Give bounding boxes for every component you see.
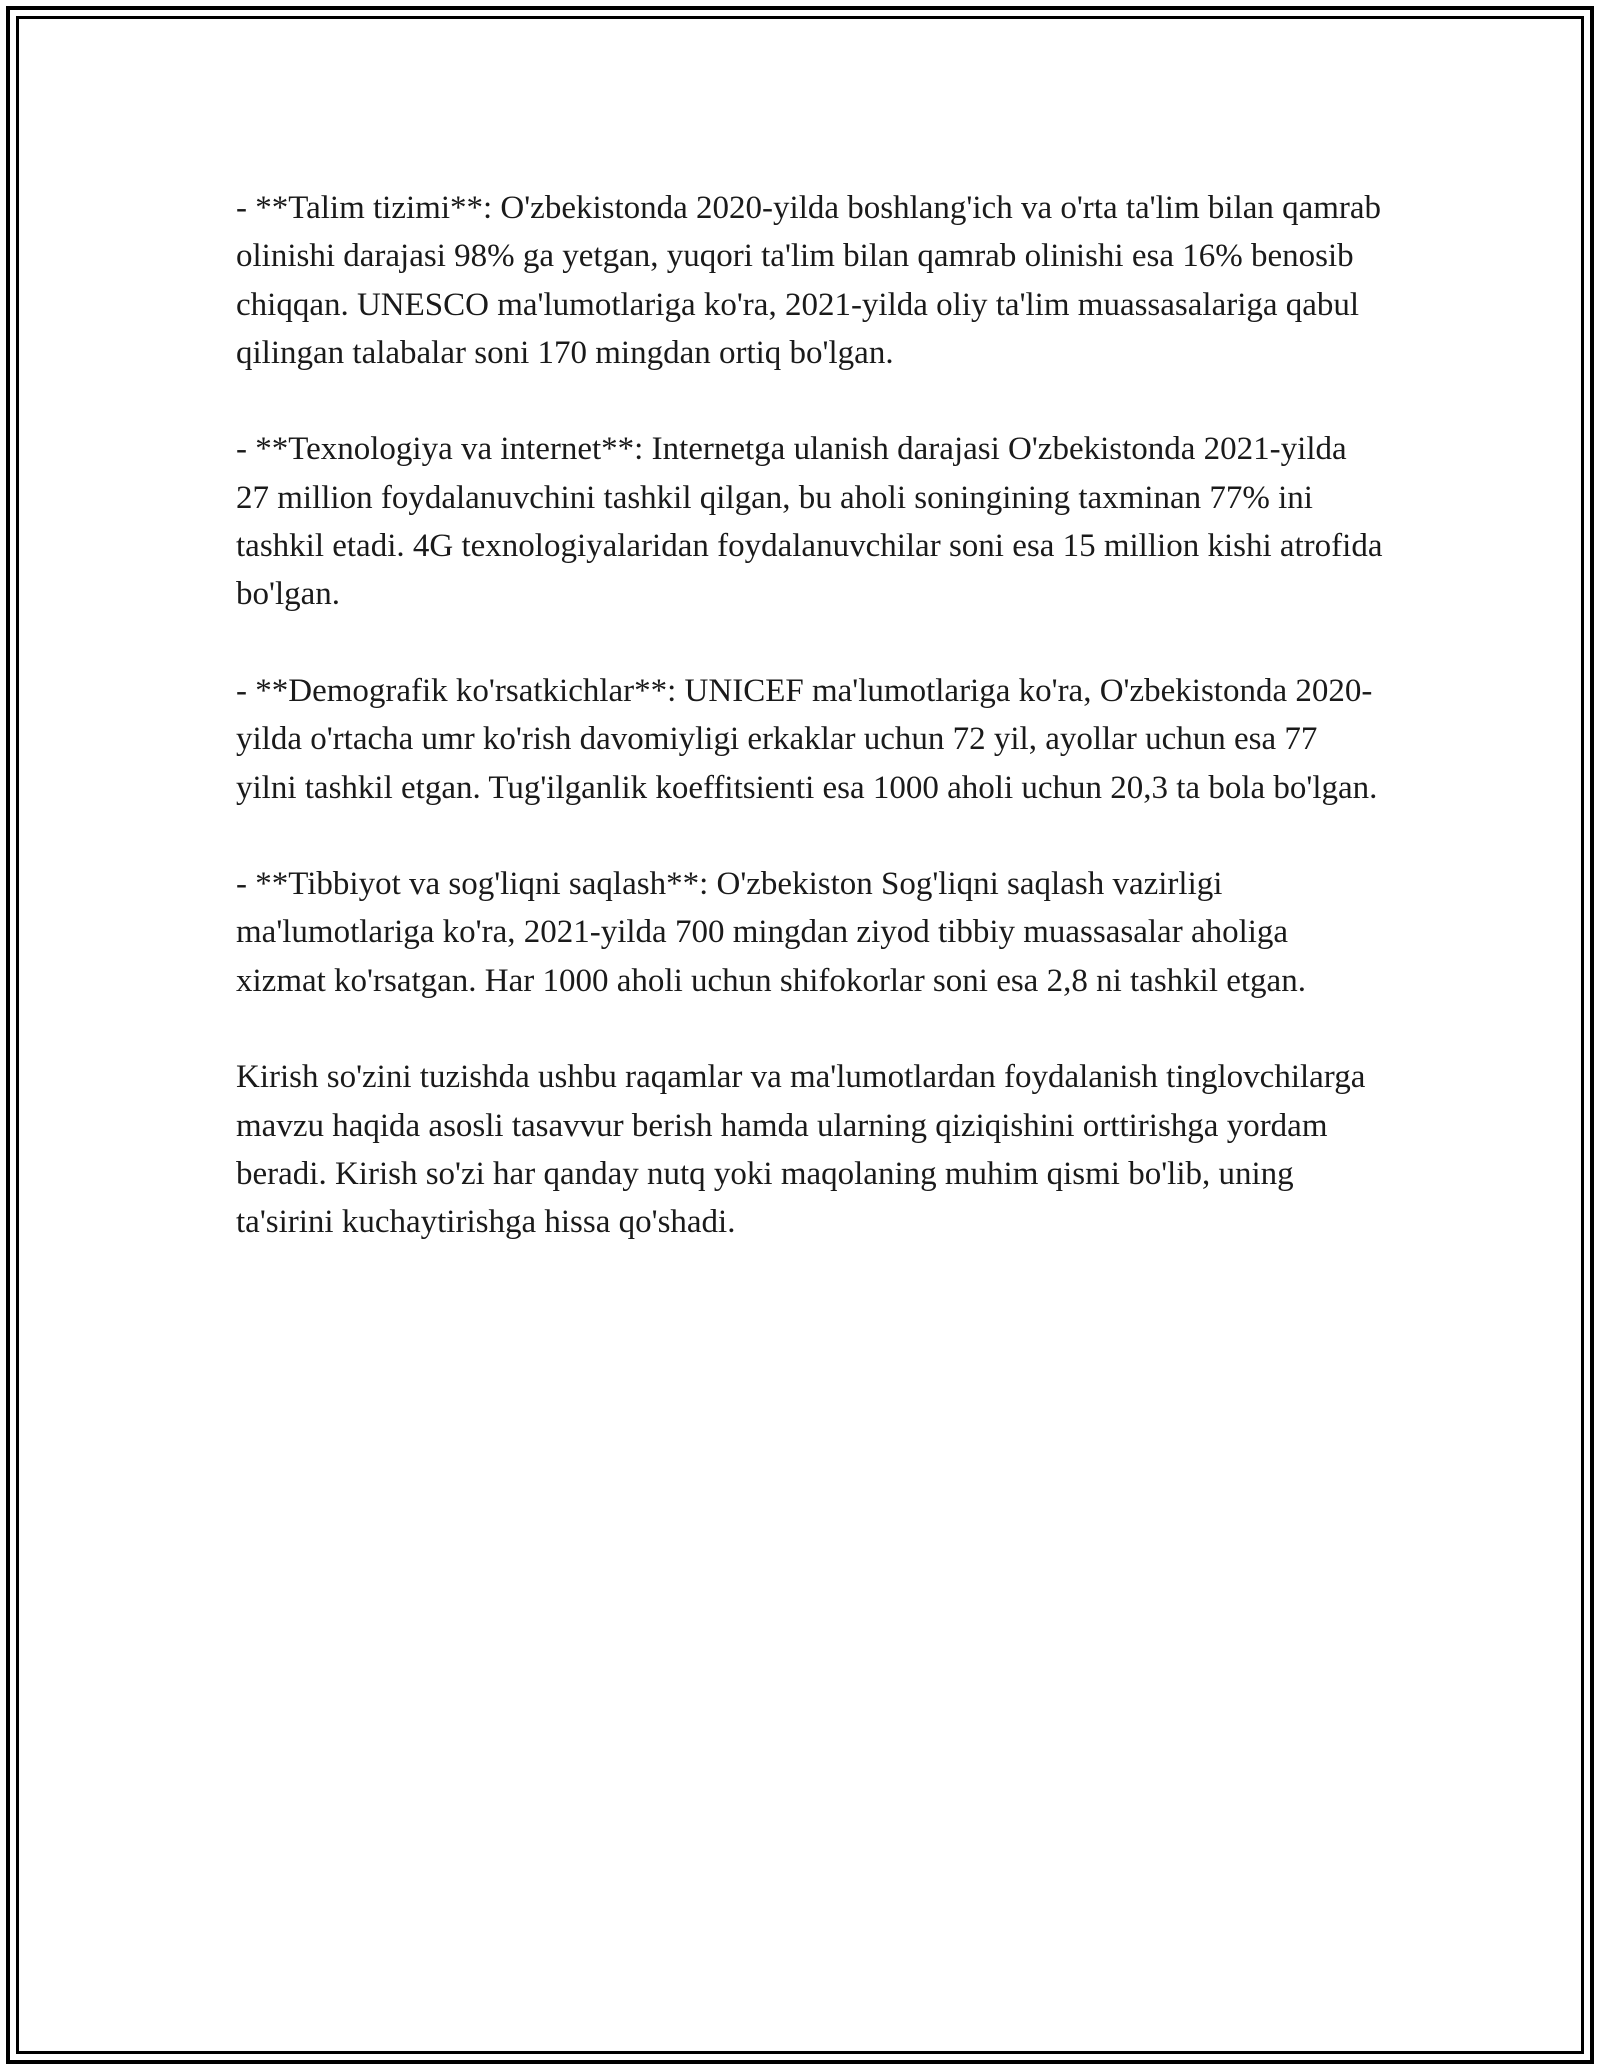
paragraph-technology: - **Texnologiya va internet**: Internetga ulanish darajasi O'zbekistonda 2021-yilda 27 million foydalanuvchini tashkil qilgan, bu aholi soningining taxminan 77% ini tashkil etadi. 4G texnologiyalaridan foydalanuvchilar soni esa 15 million kishi atrofida bo'lgan. xyxy=(236,431,1383,613)
paragraph-education: - **Talim tizimi**: O'zbekistonda 2020-yilda boshlang'ich va o'rta ta'lim bilan qamrab olinishi darajasi 98% ga yetgan, yuqori ta'lim bilan qamrab olinishi esa 16% benosib chiqqan. UNESCO ma'lumotlariga ko'ra, 2021-yilda oliy ta'lim muassasalariga qabul qilingan talabalar soni 170 mingdan ortiq bo'lgan. xyxy=(236,190,1382,371)
paragraph-healthcare: - **Tibbiyot va sog'liqni saqlash**: O'zbekiston Sog'liqni saqlash vazirligi ma'lumotlariga ko'ra, 2021-yilda 700 mingdan ziyod tibbiy muassasalar aholiga xizmat ko'rsatgan. Har 1000 aholi uchun shifokorlar soni esa 2,8 ni tashkil etgan. xyxy=(236,866,1306,999)
paragraph-conclusion: Kirish so'zini tuzishda ushbu raqamlar va ma'lumotlardan foydalanish tinglovchilarga mavzu haqida asosli tasavvur berish hamda ularning qiziqishini orttirishga yordam beradi. Kirish so'zi har qanday nutq yoki maqolaning muhim qismi bo'lib, uning ta'sirini kuchaytirishga hissa qo'shadi. xyxy=(236,1059,1366,1241)
document-body xyxy=(236,184,1386,1295)
paragraph-demographics: - **Demografik ko'rsatkichlar**: UNICEF ma'lumotlariga ko'ra, O'zbekistonda 2020-yilda o'rtacha umr ko'rish davomiyligi erkaklar uchun 72 yil, ayollar uchun esa 77 yilni tashkil etgan. Tug'ilganlik koeffitsienti esa 1000 aholi uchun 20,3 ta bola bo'lgan. xyxy=(236,672,1378,806)
